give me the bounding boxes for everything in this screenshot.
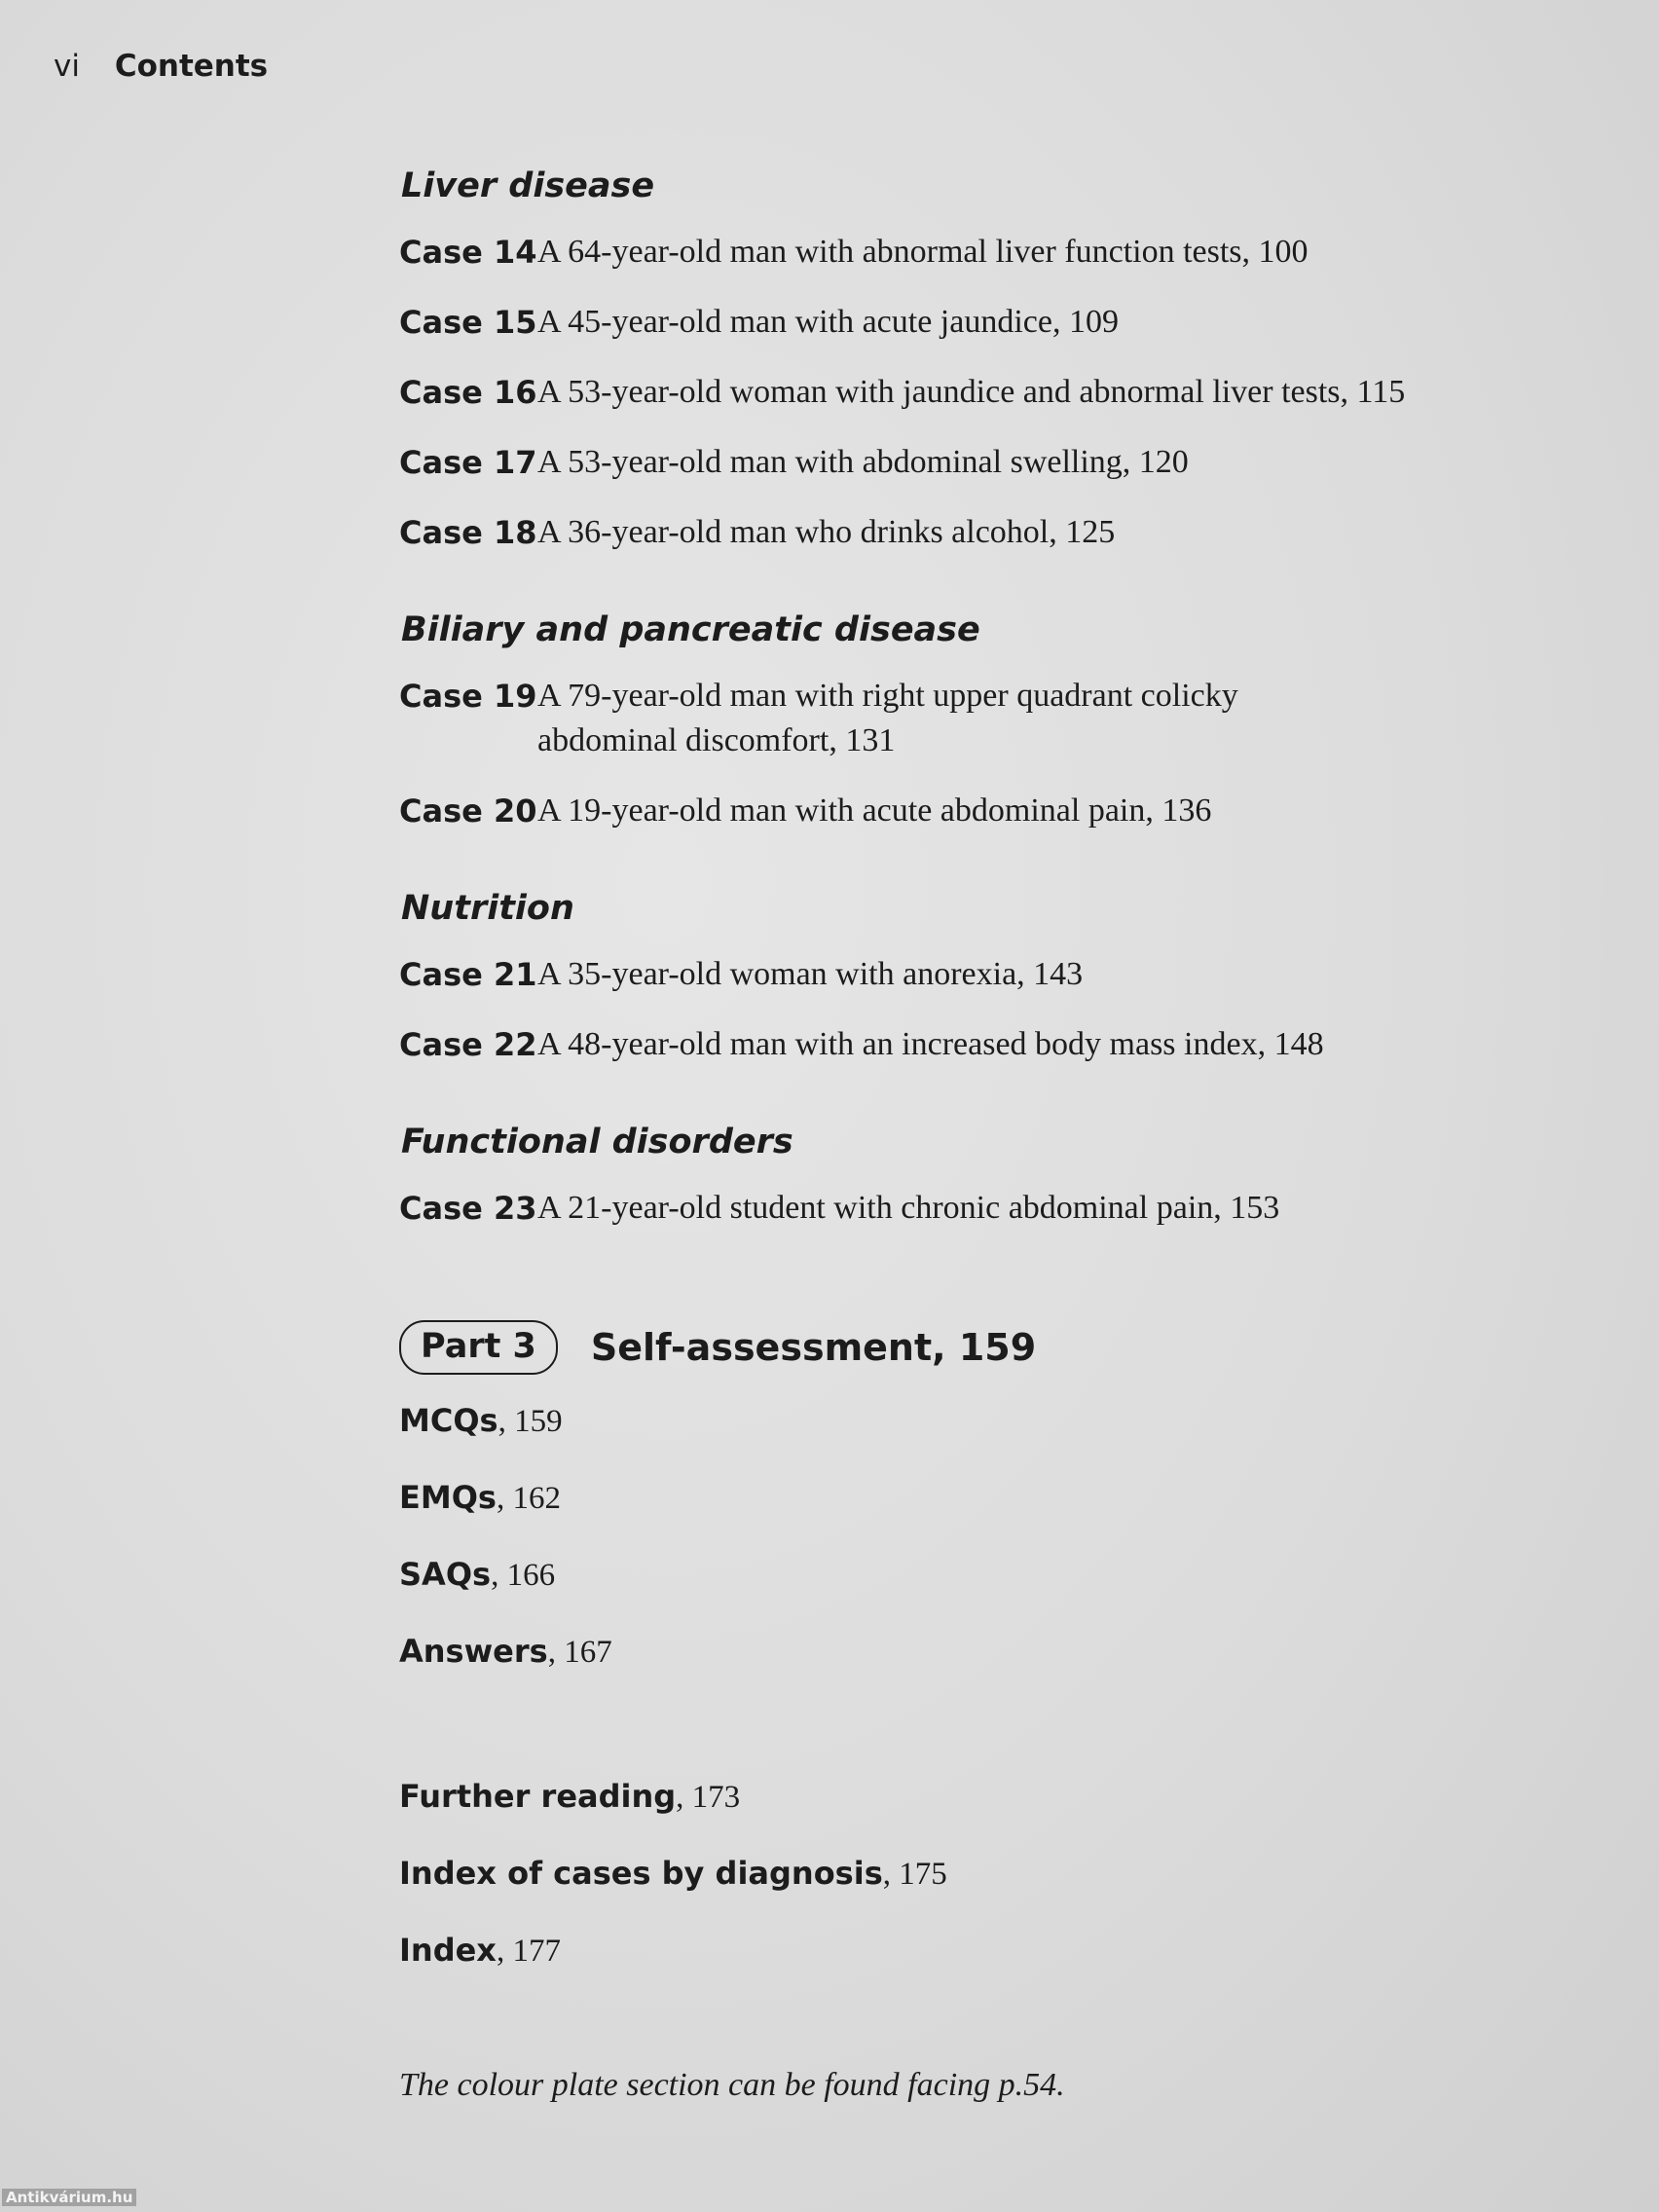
case-description: A 53-year-old woman with jaundice and abnormal liver tests, 115 — [537, 374, 1406, 410]
case-label: Case 14 — [399, 234, 537, 271]
entry-label: Answers — [399, 1633, 548, 1670]
entry-label: MCQs — [399, 1402, 498, 1439]
case-description: A 19-year-old man with acute abdominal pain, 136 — [537, 793, 1212, 829]
toc-entry-case-22[interactable] — [399, 1022, 1567, 1067]
case-label: Case 16 — [399, 374, 537, 411]
entry-page: , 159 — [498, 1404, 563, 1439]
entry-page: , 166 — [491, 1558, 556, 1593]
case-label: Case 19 — [399, 678, 537, 715]
case-label: Case 20 — [399, 793, 537, 830]
entry-label: Index — [399, 1932, 497, 1969]
case-label: Case 21 — [399, 956, 537, 993]
section-heading: Biliary and pancreatic disease — [401, 610, 980, 649]
case-description: A 35-year-old woman with anorexia, 143 — [537, 956, 1084, 992]
entry-page: , 175 — [882, 1857, 947, 1892]
part-title[interactable]: Self-assessment, 159 — [590, 1326, 1037, 1369]
table-of-contents — [399, 164, 1567, 2108]
toc-entry-index[interactable] — [399, 1928, 1567, 1979]
entry-page: , 167 — [547, 1635, 612, 1670]
case-description: A 48-year-old man with an increased body mass index, 148 — [537, 1026, 1324, 1062]
toc-entry-case-16[interactable] — [399, 370, 1567, 415]
toc-entry-case-20[interactable] — [399, 789, 1567, 833]
toc-entry-index-of-cases[interactable] — [399, 1851, 1567, 1902]
running-head — [54, 49, 268, 84]
case-description: A 36-year-old man who drinks alcohol, 125 — [537, 514, 1116, 550]
back-matter-entries — [399, 1774, 1567, 1979]
part-badge: Part 3 — [399, 1320, 558, 1375]
toc-entry-further-reading[interactable] — [399, 1774, 1567, 1825]
case-label: Case 15 — [399, 304, 537, 341]
toc-section-nutrition — [399, 886, 1567, 1067]
case-label: Case 22 — [399, 1026, 537, 1063]
entry-page: , 177 — [496, 1934, 561, 1969]
toc-section-functional-disorders — [399, 1120, 1567, 1231]
toc-entry-emqs[interactable] — [399, 1475, 1567, 1527]
toc-entry-case-15[interactable] — [399, 300, 1567, 345]
case-label: Case 17 — [399, 444, 537, 481]
entry-label: SAQs — [399, 1556, 492, 1593]
case-label: Case 18 — [399, 514, 537, 551]
case-description: A 45-year-old man with acute jaundice, 109 — [537, 304, 1119, 340]
toc-entry-saqs[interactable] — [399, 1552, 1567, 1604]
case-description: A 64-year-old man with abnormal liver function tests, 100 — [537, 234, 1309, 270]
case-label: Case 23 — [399, 1190, 537, 1227]
section-heading: Nutrition — [401, 889, 574, 928]
toc-entry-answers[interactable] — [399, 1629, 1567, 1680]
toc-entry-case-23[interactable] — [399, 1186, 1567, 1231]
toc-entry-case-17[interactable] — [399, 440, 1567, 485]
entry-label: EMQs — [399, 1479, 497, 1516]
toc-entry-case-18[interactable] — [399, 510, 1567, 555]
entry-page: , 173 — [676, 1780, 741, 1815]
entry-label: Further reading — [399, 1778, 677, 1815]
page-title: Contents — [114, 49, 269, 84]
toc-entry-case-14[interactable] — [399, 230, 1567, 275]
part-3-heading — [399, 1320, 1567, 1375]
section-heading: Functional disorders — [401, 1123, 793, 1161]
part-3-entries — [399, 1398, 1567, 1680]
toc-entry-case-21[interactable] — [399, 952, 1567, 997]
case-description: A 53-year-old man with abdominal swelling, 120 — [537, 444, 1189, 480]
colour-plate-note: The colour plate section can be found facing p.54. — [399, 2067, 1065, 2103]
entry-page: , 162 — [496, 1481, 561, 1516]
watermark: Antikvárium.hu — [2, 2189, 136, 2206]
toc-entry-mcqs[interactable] — [399, 1398, 1567, 1450]
case-description: A 21-year-old student with chronic abdominal pain, 153 — [537, 1190, 1280, 1226]
case-description: A 79-year-old man with right upper quadrant colicky abdominal discomfort, 131 — [537, 678, 1238, 758]
toc-section-biliary-pancreatic — [399, 608, 1567, 833]
section-heading: Liver disease — [401, 166, 655, 205]
page-folio: vi — [54, 49, 80, 84]
toc-section-liver-disease — [399, 164, 1567, 555]
entry-label: Index of cases by diagnosis — [399, 1855, 883, 1892]
toc-entry-case-19[interactable] — [399, 674, 1567, 763]
